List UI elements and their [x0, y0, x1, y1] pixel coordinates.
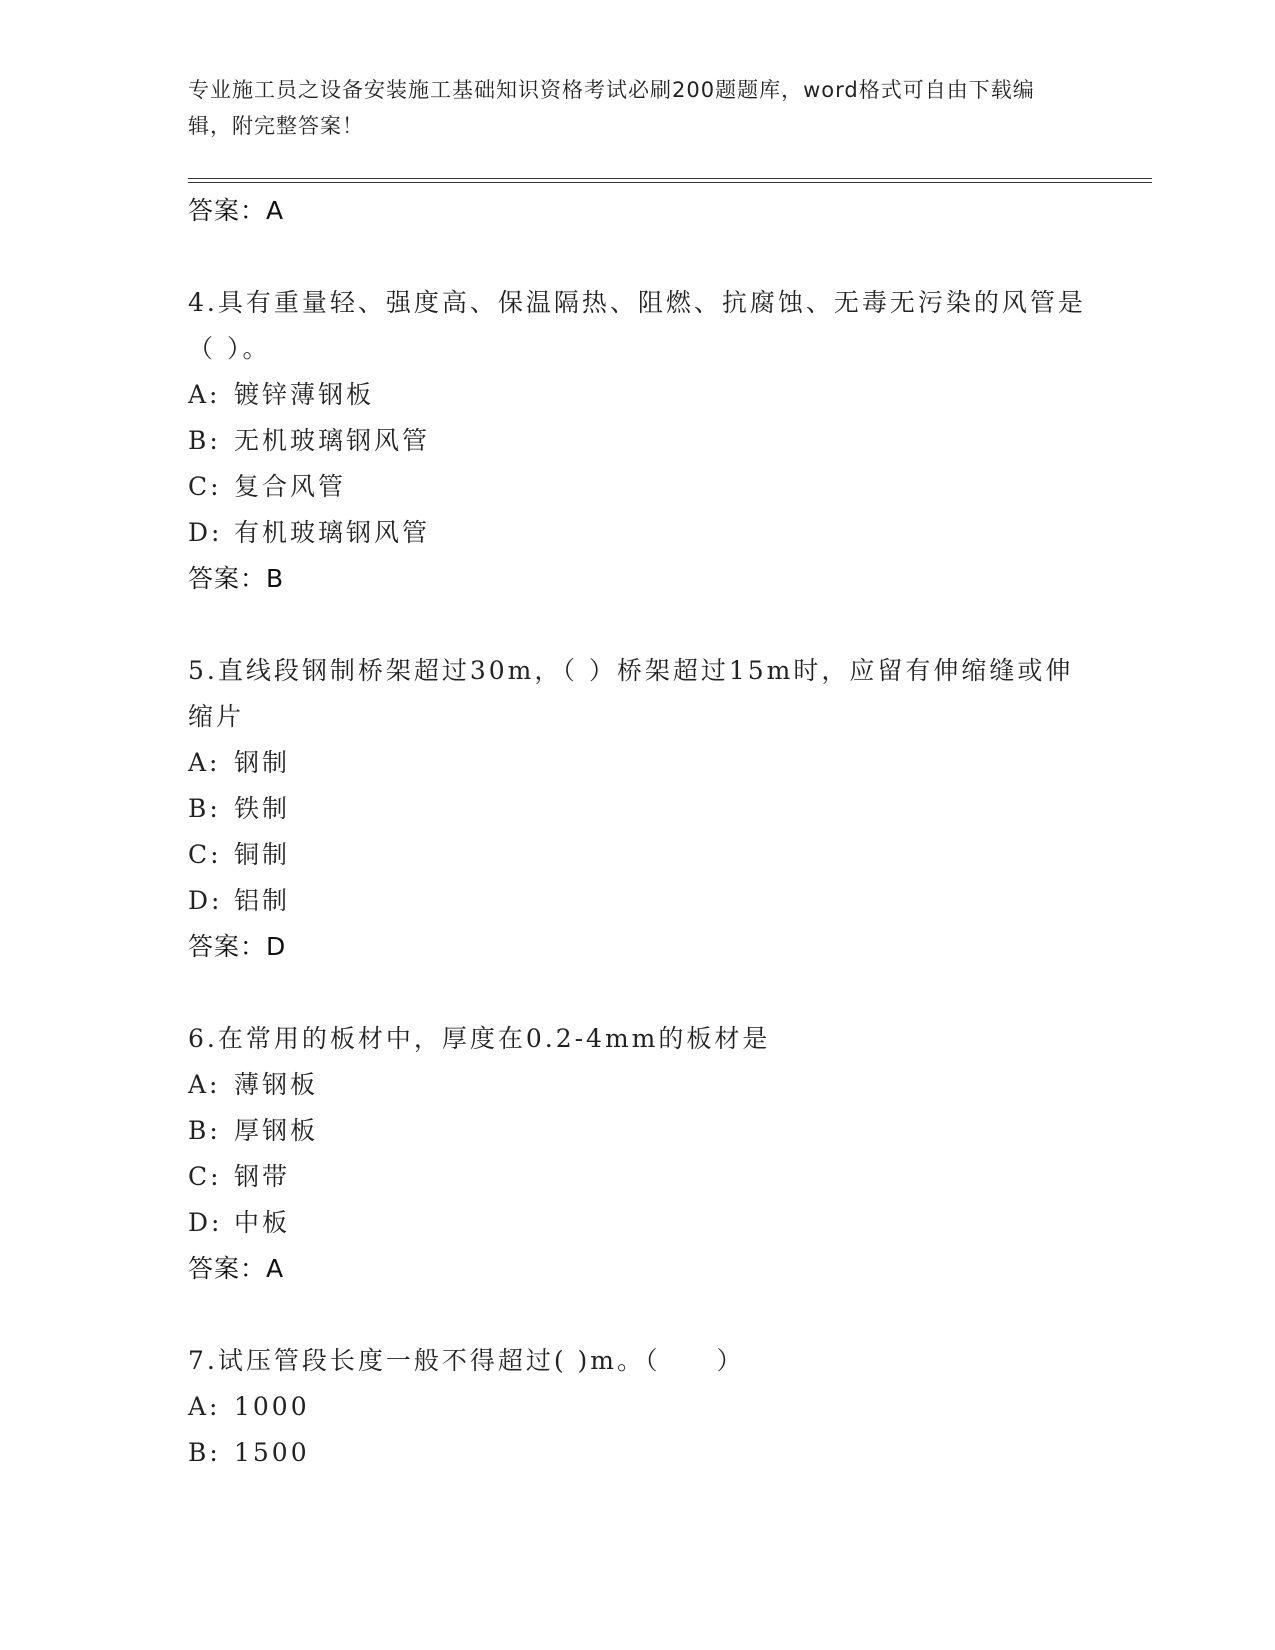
question-list: [188, 280, 1088, 1476]
option-letter: C:: [188, 1162, 222, 1191]
option-item: [188, 1108, 1088, 1154]
option-text: 中板: [234, 1208, 291, 1237]
option-item: [188, 464, 1088, 510]
answer-line: 答案：D: [188, 932, 287, 961]
option-letter: B:: [188, 1438, 221, 1467]
option-text: 铁制: [234, 794, 291, 823]
option-item: [188, 510, 1088, 556]
option-letter: C:: [188, 472, 222, 501]
answer-line: 答案：A: [188, 1254, 285, 1283]
question-block: [188, 280, 1088, 602]
option-item: [188, 1430, 1088, 1476]
option-letter: A:: [188, 1392, 221, 1421]
question-stem: 7.试压管段长度一般不得超过( )m。（ ）: [188, 1346, 745, 1375]
option-letter: A:: [188, 748, 221, 777]
option-text: 1000: [234, 1392, 310, 1421]
option-letter: D:: [188, 886, 223, 915]
option-letter: D:: [188, 1208, 223, 1237]
option-item: [188, 740, 1088, 786]
option-letter: A:: [188, 1070, 221, 1099]
option-text: 厚钢板: [234, 1116, 319, 1145]
option-text: 钢制: [234, 748, 291, 777]
document-body: [188, 188, 1088, 1476]
option-text: 铜制: [234, 840, 291, 869]
question-block: [188, 1016, 1088, 1292]
question-block: [188, 1338, 1088, 1476]
option-item: [188, 1062, 1088, 1108]
option-letter: C:: [188, 840, 222, 869]
option-letter: D:: [188, 518, 223, 547]
option-text: 复合风管: [234, 472, 347, 501]
option-letter: A:: [188, 380, 221, 409]
option-text: 有机玻璃钢风管: [234, 518, 431, 547]
option-text: 1500: [234, 1438, 310, 1467]
option-item: [188, 786, 1088, 832]
option-item: [188, 1384, 1088, 1430]
option-item: [188, 1200, 1088, 1246]
header-divider: [188, 178, 1152, 183]
option-item: [188, 418, 1088, 464]
option-letter: B:: [188, 794, 221, 823]
option-text: 薄钢板: [234, 1070, 319, 1099]
answer-line: 答案：B: [188, 564, 285, 593]
answer-line: 答案：A: [188, 196, 285, 225]
question-stem: 5.直线段钢制桥架超过30m，（ ）桥架超过15m时，应留有伸缩缝或伸缩片: [188, 656, 1074, 731]
question-stem: 4.具有重量轻、强度高、保温隔热、阻燃、抗腐蚀、无毒无污染的风管是（ ）。: [188, 288, 1086, 363]
option-letter: B:: [188, 1116, 221, 1145]
question-stem: 6.在常用的板材中，厚度在0.2-4mm的板材是: [188, 1024, 771, 1053]
option-item: [188, 878, 1088, 924]
option-text: 无机玻璃钢风管: [234, 426, 431, 455]
option-text: 镀锌薄钢板: [234, 380, 375, 409]
option-item: [188, 1154, 1088, 1200]
option-text: 钢带: [234, 1162, 291, 1191]
option-letter: B:: [188, 426, 221, 455]
option-item: [188, 372, 1088, 418]
question-block: [188, 648, 1088, 970]
document-header: 专业施工员之设备安装施工基础知识资格考试必刷200题题库，word格式可自由下载编辑，附完整答案！: [188, 78, 1035, 138]
option-item: [188, 832, 1088, 878]
option-text: 铝制: [234, 886, 291, 915]
